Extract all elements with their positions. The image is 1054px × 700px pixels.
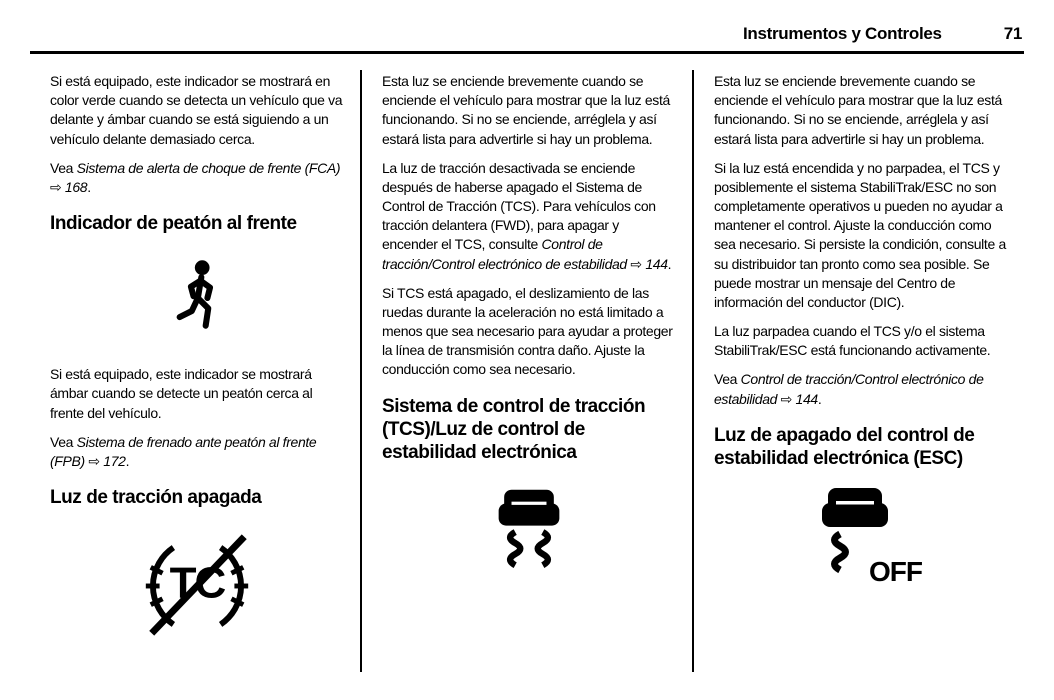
column-2 — [360, 70, 692, 672]
esc-off-icon-label: OFF — [869, 556, 922, 588]
pedestrian-icon — [50, 259, 344, 337]
paragraph: Si TCS está apagado, el deslizamiento de las ruedas durante la aceleración no está limitado a menos que sea necesario para ayudar a proteger la línea de transmisión contra daño. Ajuste la conducción como sea necesario. — [382, 284, 673, 378]
reference-paragraph — [50, 433, 344, 471]
reference-paragraph — [382, 159, 676, 274]
reference-paragraph — [50, 159, 344, 197]
traction-off-icon-label: TC — [169, 558, 225, 608]
reference-italic: Sistema de frenado ante peatón al frente (FPB) ⇨ 172 — [50, 433, 317, 469]
paragraph: Esta luz se enciende brevemente cuando se enciende el vehículo para mostrar que la luz está funcionando. Si no se enciende, arréglela y así estará lista para advertirle si hay un problema. — [382, 73, 670, 147]
section-heading: Luz de tracción apagada — [50, 487, 262, 509]
section-heading: Sistema de control de tracción (TCS)/Luz de control de estabilidad electrónica — [382, 395, 646, 463]
header-row — [30, 24, 1024, 44]
esc-off-icon — [800, 484, 922, 588]
reference-text: Vea — [50, 433, 77, 450]
paragraph: Si está equipado, este indicador se mostrará en color verde cuando se detecta un vehículo que va delante y ámbar cuando se está siguiendo a un vehículo delante demasiado cerca. — [50, 73, 343, 147]
reference-italic: Control de tracción/Control electrónico de estabilidad ⇨ 144 — [382, 236, 668, 272]
column-1 — [30, 70, 360, 672]
reference-text: . — [817, 390, 822, 407]
section-heading: Luz de apagado del control de estabilidad electrónica (ESC) — [714, 424, 975, 469]
header-rule — [30, 51, 1024, 54]
paragraph: Si la luz está encendida y no parpadea, el TCS y posiblemente el sistema StabiliTrak/ESC no son completamente operativos u pueden no ayudar a mantener el control. Ajuste la conducción como sea necesario. Si persiste la condición, consulte a su distribuidor tan pronto como sea posible. Se puede mostrar un mensaje del Centro de información del conductor (DIC). — [714, 159, 1006, 310]
column-3 — [692, 70, 1024, 672]
reference-text: Vea — [714, 371, 741, 388]
reference-text: . — [667, 255, 672, 272]
paragraph: Esta luz se enciende brevemente cuando se enciende el vehículo para mostrar que la luz está funcionando. Si no se enciende, arréglela y así estará lista para advertirle si hay un problema. — [714, 73, 1002, 147]
paragraph: La luz parpadea cuando el TCS y/o el sistema StabiliTrak/ESC está funcionando activamente. — [714, 323, 991, 359]
reference-paragraph — [714, 370, 1008, 408]
reference-text: Vea — [50, 159, 77, 176]
reference-text: . — [125, 452, 130, 469]
page-header — [30, 24, 1024, 54]
content-columns — [30, 70, 1024, 672]
reference-italic: Sistema de alerta de choque de frente (FCA) ⇨ 168 — [50, 159, 341, 195]
page-number: 71 — [1003, 24, 1022, 43]
chapter-title: Instrumentos y Controles — [742, 24, 942, 43]
section-heading: Indicador de peatón al frente — [50, 213, 297, 235]
paragraph: Si está equipado, este indicador se mostrará ámbar cuando se detecte un peatón cerca al frente del vehículo. — [50, 366, 313, 421]
reference-text: . — [87, 178, 91, 195]
reference-text: La luz de tracción desactivada se enciende después de haberse apagado el Sistema de Control de Tracción (TCS). Para vehículos con tracción delantera (FWD), para apagar y encender el TCS, consulte — [382, 159, 656, 253]
traction-control-icon — [483, 484, 575, 569]
traction-off-icon — [133, 523, 261, 649]
reference-italic: Control de tracción/Control electrónico de estabilidad ⇨ 144 — [714, 371, 984, 407]
